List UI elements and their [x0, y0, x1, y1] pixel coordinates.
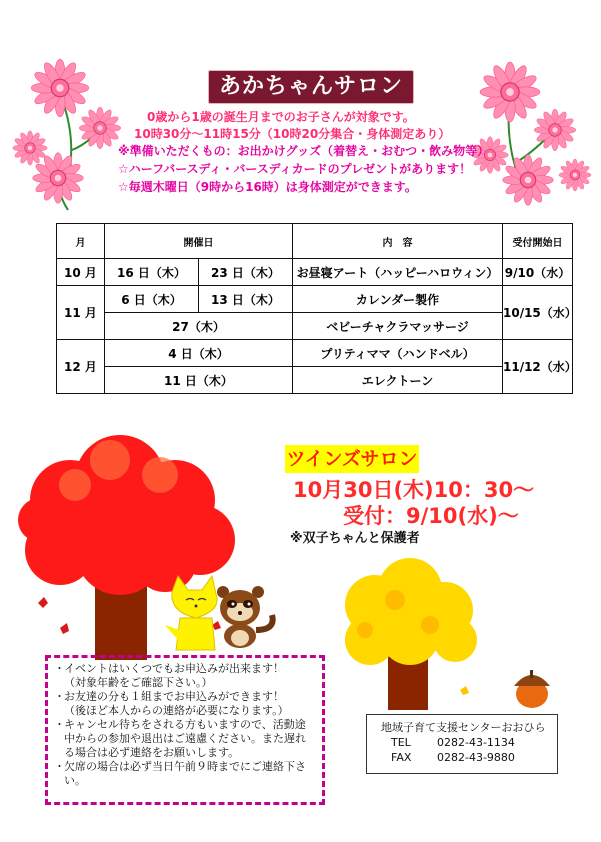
notice-text: イベントはいくつでもお申込みが出来ます！: [64, 662, 284, 675]
intro-line-items: ※準備いただくもの：お出かけグッズ（着替え・おむつ・飲み物等）: [118, 144, 490, 158]
page-title: あかちゃんサロン: [208, 70, 414, 104]
date-cell: 11 日（木）: [105, 367, 293, 394]
header-month: 月: [57, 224, 105, 259]
tel-label: TEL: [391, 736, 411, 749]
header-reception: 受付開始日: [503, 224, 573, 259]
tel-number: 0282-43-1134: [437, 736, 515, 749]
flower-icon-right-1: [480, 62, 540, 122]
date-cell: 27（木）: [105, 313, 293, 340]
table-row: [57, 367, 573, 394]
bullet: ・: [54, 760, 65, 773]
contact-box: [366, 714, 558, 774]
bullet: ・: [54, 662, 65, 675]
notice-text: お友達の分も１組までお申込みができます！: [64, 690, 284, 703]
intro-line-present: ☆ハーフバースディ・バースディカードのプレゼントがあります！: [118, 162, 472, 176]
reception-cell: 11/12（水）: [503, 340, 573, 394]
month-cell: 11 月: [57, 286, 105, 340]
month-cell: 10 月: [57, 259, 105, 286]
flower-icon-right-4: [559, 159, 591, 191]
notice-item: [54, 760, 316, 788]
yellow-tree-icon: [345, 558, 477, 710]
notice-text: キャンセル待ちをされる方もいますので、活動途中からの参加や退出はご遠慮ください。また遅れる場合は必ず連絡をお願いします。: [64, 718, 306, 759]
content-cell: ベビーチャクラマッサージ: [293, 313, 503, 340]
contact-name: 地域子育て支援センターおおひら: [381, 721, 546, 734]
bullet: ・: [54, 718, 65, 731]
table-row: [57, 286, 573, 313]
acorn-icon: [514, 670, 550, 708]
twins-note: ※双子ちゃんと保護者: [290, 531, 420, 546]
table-row: [57, 259, 573, 286]
schedule-table: [56, 223, 577, 394]
notice-item: [54, 690, 316, 704]
fax-label: FAX: [391, 751, 412, 764]
flower-icon-left-4: [13, 131, 48, 166]
date-cell: 13 日（木）: [199, 286, 293, 313]
header-date: 開催日: [105, 224, 293, 259]
table-row: [57, 340, 573, 367]
table-header-row: [57, 224, 573, 259]
intro-line-time: 10時30分～11時15分（10時20分集合・身体測定あり）: [134, 127, 451, 141]
date-cell: 16 日（木）: [105, 259, 199, 286]
flower-icon-left-3: [33, 153, 84, 204]
contact-tel-row: [381, 735, 557, 750]
raccoon-icon: [217, 586, 273, 648]
date-cell: 6 日（木）: [105, 286, 199, 313]
notice-box: [45, 655, 325, 805]
intro-line-target: 0歳から1歳の誕生月までのお子さんが対象です。: [147, 110, 415, 124]
reception-cell: 9/10（水）: [503, 259, 573, 286]
notice-item: [54, 718, 316, 760]
bullet: [54, 676, 64, 690]
content-cell: エレクトーン: [293, 367, 503, 394]
intro-line-measure: ☆毎週木曜日（9時から16時）は身体測定ができます。: [118, 180, 417, 194]
bullet: [54, 704, 64, 718]
table-row: [57, 313, 573, 340]
notice-item: [54, 662, 316, 676]
contact-fax-row: [381, 750, 557, 765]
bullet: ・: [54, 690, 65, 703]
content-cell: カレンダー製作: [293, 286, 503, 313]
notice-text: （対象年齢をご確認下さい。）: [64, 676, 213, 689]
date-cell: 23 日（木）: [199, 259, 293, 286]
date-cell: 4 日（木）: [105, 340, 293, 367]
twins-title: ツインズサロン: [285, 445, 419, 473]
flower-icon-left-1: [31, 59, 89, 117]
month-cell: 12 月: [57, 340, 105, 394]
flower-icon-right-3: [503, 155, 554, 206]
notice-text: 欠席の場合は必ず当日午前９時までにご連絡下さい。: [64, 760, 306, 787]
notice-item: [54, 676, 316, 690]
fax-number: 0282-43-9880: [437, 751, 515, 764]
content-cell: お昼寝アート（ハッピーハロウィン）: [293, 259, 503, 286]
content-cell: プリティママ（ハンドベル）: [293, 340, 503, 367]
reception-cell: 10/15（水）: [503, 286, 573, 340]
notice-item: [54, 704, 316, 718]
twins-reception: 受付：9/10(水)～: [343, 504, 519, 528]
header-content: 内 容: [293, 224, 503, 259]
notice-text: （後ほど本人からの連絡が必要になります。）: [64, 704, 289, 717]
twins-date: 10月30日(木)10：30～: [293, 478, 535, 502]
